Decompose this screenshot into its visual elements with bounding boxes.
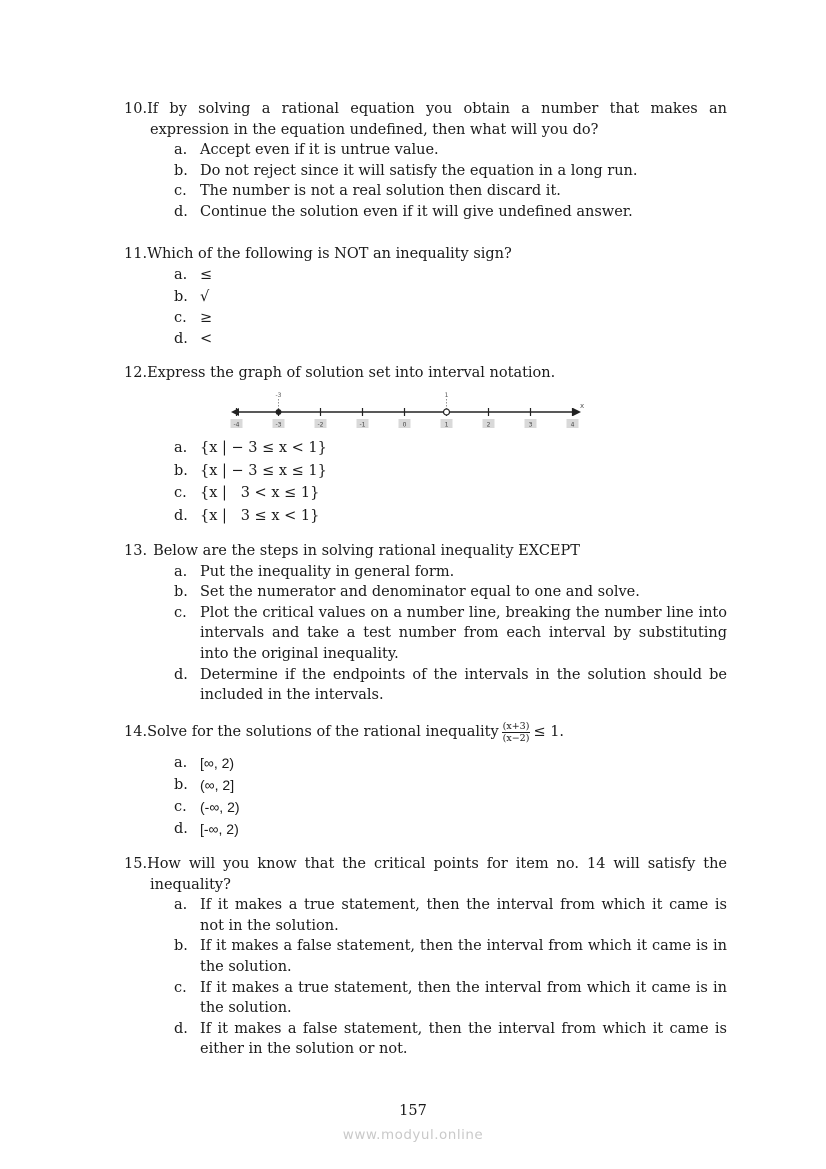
choice-list [174,265,727,350]
fraction-numerator: (x+3) [502,721,530,732]
question-15 [124,854,727,1060]
choice-d[interactable]: d. Continue the solution even if it will give undefined answer. [174,203,633,220]
question-11-stem [124,244,727,265]
closed-endpoint [276,409,282,415]
question-number: 13. [124,543,148,559]
choice-b[interactable]: b. If it makes a false statement, then the interval from which it came is in the solution. [174,938,727,975]
choice-list [174,752,727,840]
question-14-choices [124,752,727,840]
tick-label: -2 [317,421,324,429]
question-14 [124,721,727,744]
question-12-stem [124,363,727,384]
question-number: 10. [124,101,148,117]
number-line-graph [228,388,588,434]
question-12-choices [124,437,727,527]
page-number: 157 [399,1103,427,1119]
axis-label: x [580,402,585,410]
question-text-continued: expression in the equation undefined, then what will you do? [150,121,599,138]
question-text: If by solving a rational equation you obtain a number that makes an [147,101,727,117]
question-12 [124,363,727,384]
choice-b[interactable]: b. Set the numerator and denominator equal to one and solve. [174,584,640,601]
choice-list [174,437,727,527]
question-13 [124,541,727,706]
choice-a[interactable]: a. If it makes a true statement, then the interval from which it came is not in the solution. [174,897,727,934]
choice-a[interactable]: a. Accept even if it is untrue value. [174,142,439,159]
tick-label: -1 [359,421,366,429]
choice-b[interactable]: b. {x | − 3 ≤ x ≤ 1} [174,462,327,479]
tick-label: -3 [275,421,282,429]
choice-a[interactable]: a. [∞, 2) [174,755,235,771]
choice-c[interactable]: c. (-∞, 2) [174,799,240,815]
question-text-continued: inequality? [150,876,231,893]
choice-c[interactable]: c. ≥ [174,309,213,326]
question-14-stem [124,721,727,744]
question-text: Solve for the solutions of the rational inequality [147,724,499,741]
left-arrow-icon [231,408,239,416]
choice-d[interactable]: d. < [174,331,213,348]
question-number: 15. [124,856,148,872]
choice-c[interactable]: c. Plot the critical values on a number line, breaking the number line into intervals and take a test number from each interval by substituting into the original inequality. [174,604,727,662]
question-text: Which of the following is NOT an inequality sign? [147,246,512,262]
question-number: 12. [124,365,148,381]
tick-label: 1 [444,421,449,429]
choice-d[interactable]: d. If it makes a false statement, then the interval from which it came is either in the solution or not. [174,1020,727,1058]
tick-label: 3 [528,421,533,429]
question-13-stem [124,541,727,562]
tick-label: 2 [486,421,491,429]
choice-a[interactable]: a. ≤ [174,267,213,284]
choice-d[interactable]: d. Determine if the endpoints of the intervals in the solution should be included in the intervals. [174,666,727,704]
choice-b[interactable]: b. Do not reject since it will satisfy the equation in a long run. [174,162,638,179]
question-15-stem [124,854,727,875]
open-endpoint [444,409,450,415]
choice-b[interactable]: b. √ [174,288,210,305]
choice-d[interactable]: d. {x | 3 ≤ x < 1} [174,507,320,524]
choice-list [174,140,727,222]
choice-list [174,562,727,706]
question-number: 11. [124,246,148,262]
marker-label-right: 1 [444,392,449,399]
question-text: Below are the steps in solving rational inequality EXCEPT [153,543,580,559]
marker-label-left: -3 [275,392,282,399]
choice-c[interactable]: c. {x | 3 < x ≤ 1} [174,485,320,502]
choice-c[interactable]: c. The number is not a real solution then discard it. [174,183,561,200]
question-11 [124,244,727,350]
rational-expression [502,721,531,744]
fraction-denominator: (x−2) [502,733,530,744]
tick-label: -4 [233,421,240,429]
watermark: www.modyul.online [342,1127,484,1143]
choice-d[interactable]: d. [-∞, 2) [174,821,239,837]
choice-a[interactable]: a. {x | − 3 ≤ x < 1} [174,440,327,456]
tick-label: 4 [570,421,575,429]
question-text: Express the graph of solution set into interval notation. [147,365,556,381]
question-10-stem [124,99,727,120]
choice-list [174,895,727,1060]
choice-b[interactable]: b. (∞, 2] [174,777,235,793]
question-text-after: ≤ 1. [533,724,565,741]
question-text: How will you know that the critical points for item no. 14 will satisfy the [147,856,727,872]
tick-label: 0 [402,421,407,429]
question-10 [124,99,727,223]
question-number: 14. [124,724,148,741]
choice-c[interactable]: c. If it makes a true statement, then the interval from which it came is in the solution. [174,979,727,1017]
choice-a[interactable]: a. Put the inequality in general form. [174,563,455,580]
